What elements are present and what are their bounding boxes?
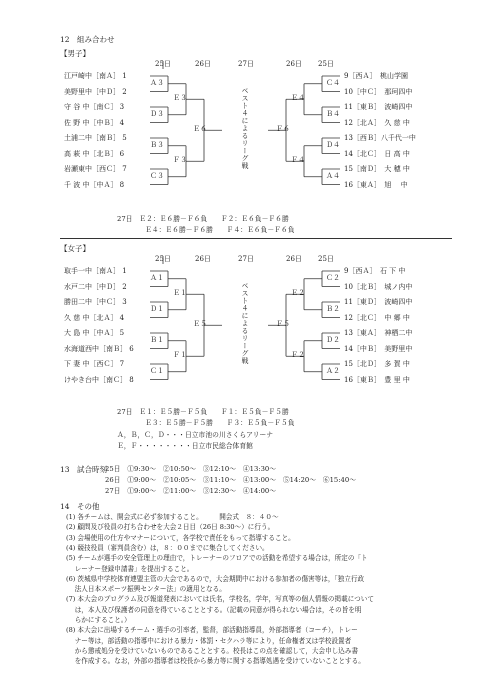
boys-right-r1-label: Ｂ４ [326,109,340,118]
girls-left-r2-label: Ｅ１ [173,289,187,298]
boys-schedule-1: 27日 Ｅ２：Ｅ６勝－Ｆ６負 Ｆ２：Ｅ６負－Ｆ６勝 [117,215,289,223]
boys-left-team: 江戸崎中［南Ａ］ 1 [64,72,127,80]
girls-right-r1-label: Ｃ２ [326,273,340,282]
note-line: (4) 競技役員（審判員含む）は，８：００までに集合してください。 [66,543,269,552]
girls-right-team: 16［東Ｂ］ 豊 里 中 [344,375,410,384]
boys-right-r2-label: Ｅ４ [291,94,305,103]
boys-left-team: 守 谷 中［南Ｃ］ 3 [64,103,125,111]
boys-schedule-2: Ｅ４：Ｅ６勝－Ｆ６勝 Ｆ４：Ｅ６負－Ｆ６負 [145,226,295,234]
venue-line-2: Ｅ，Ｆ・・・・・・・・日立市民総合体育館 [117,442,253,450]
boys-day-header: 25日 [318,60,334,68]
boys-right-team: 16［東Ａ］ 旭 中 [344,180,408,189]
boys-left-r1-label: Ａ３ [150,78,164,87]
boys-right-r3-label: Ｆ６ [276,125,290,134]
boys-right-team: 10［中Ｃ］ 那珂四中 [344,87,413,96]
note-line: (5) チームが選手の安全管理上の理由で，トレーナーのフロアでの活動を希望する場合は，所定の「ト [66,554,368,563]
boys-right-team: 11［東Ｂ］ 波崎四中 [344,103,413,111]
note-line: (8) 本大会に出場するチーム・選手の引率者，監督，部活動指導員，外部指導者（コーチ），トレー [66,626,358,635]
girls-day-header: 26日 [195,255,211,263]
boys-left-team: 千 波 中［中Ａ］ 8 [64,180,125,189]
girls-right-team: 12［北Ｃ］ 中 郷 中 [344,313,410,322]
boys-left-r2-label: Ｅ３ [173,94,187,103]
section-13-title: 13 試合時刻 [60,465,108,474]
section-12-title: 12 組み合わせ [60,35,115,44]
girls-right-team: 10［北Ｂ］ 城ノ内中 [344,282,413,291]
note-line: (2) 顧問及び役員の打ち合わせを大会２日目（26日 8:30～）に行う。 [66,523,275,532]
boys-right-r1-label: Ｃ４ [326,78,340,87]
girls-right-r2-label: Ｅ２ [291,289,305,298]
boys-right-team: 13［西Ｂ］八千代一中 [344,134,416,142]
schedule-row-26: 26日 ①9:00～ ②10:05～ ③11:10～ ④13:00～ ⑤14:20～ ⑥15:40～ [105,476,356,484]
girls-left-team: 水海道西中［南Ｂ］ 6 [64,344,134,353]
note-line: (7) 本大会のプログラム及び報道発表においては氏名，学校名，学年，写真等の個人情報の掲載について [66,595,374,604]
boys-left-r3-label: Ｅ６ [193,125,207,134]
boys-left-r1-label: Ｂ３ [150,140,164,149]
girls-right-team: 14［中Ｂ］ 美野里中 [344,344,413,353]
note-line: から懲戒処分を受けていないものであることとする。校長はこの点を確認して，大会申し込み書 [66,646,359,655]
girls-day-header: 26日 [286,255,302,263]
note-line: は，本人及び保護者の同意を得ていることとする。（記載の同意が得られない場合は，その旨を明 [66,605,362,614]
girls-day-header: 25日 [318,255,334,263]
girls-left-r1-label: Ｃ１ [150,366,164,375]
note-line: 法人日本スポーツ振興センター法」の適用となる。 [66,585,226,594]
girls-day-header: 25日 [155,255,171,263]
girls-left-team: 取手一中［南Ａ］ 1 [64,267,127,275]
boys-right-r1-label: Ａ４ [326,171,340,180]
boys-right-team: 9［西Ａ］ 桃山学園 [344,72,408,80]
boys-day-header: 26日 [286,60,302,68]
boys-left-team: 岩瀬東中［西Ｃ］ 7 [64,165,127,173]
boys-day-header: 26日 [195,60,211,68]
girls-left-team: 勝田二中［中Ｃ］ 3 [64,298,127,306]
boys-right-team: 14［北Ｃ］ 日 高 中 [344,149,410,158]
schedule-row-25: 25日 ①9:30～ ②10:50～ ③12:10～ ④13:30～ [105,465,277,473]
boys-day-header: 27日 [238,60,254,68]
girls-left-r1-label: Ｄ１ [150,304,164,313]
boys-left-r1-label: Ｃ３ [150,171,164,180]
section-14-title: 14 その他 [60,502,100,511]
boys-day-header: 25日 [155,60,171,68]
girls-right-team: 13［東Ａ］ 神栖二中 [344,329,413,337]
note-line: らかにすること。） [66,616,131,624]
boys-center-label: ベスト４によるリーグ戦 [241,87,249,170]
girls-left-team: 大 島 中［中Ａ］ 5 [64,329,125,337]
boys-right-team: 12［北Ａ］ 久 慈 中 [344,118,410,127]
venue-line-1: Ａ，Ｂ，Ｃ，Ｄ・・・日立市池の川さくらアリーナ [117,431,274,439]
girls-left-team: 下 妻 中［西Ｃ］ 7 [64,360,125,368]
girls-right-r3-label: Ｆ５ [276,320,290,329]
boys-left-r1-label: Ｄ３ [150,109,164,118]
note-line: (6) 茨城県中学校体育連盟主管の大会であるので，大会期間中における参加者の傷害等は，「独立行政 [66,574,365,583]
girls-schedule-2: Ｅ３：Ｅ５勝－Ｆ５勝 Ｆ３：Ｅ５負－Ｆ５負 [145,419,295,427]
boys-left-team: 美野里中［中Ｄ］ 2 [64,87,127,96]
boys-right-team: 15［南Ｄ］ 大 穂 中 [344,165,410,173]
note-line: ナー等は，部活動の指導中における暴力・体罰・セクハラ等により，任命権者又は学校設置者 [66,636,352,645]
boys-right-r1-label: Ｄ４ [326,140,340,149]
girls-left-r2-label: Ｆ１ [173,351,187,360]
boys-left-team: 佐 野 中［中Ｂ］ 4 [64,118,125,127]
girls-left-r1-label: Ｂ１ [150,335,164,344]
girls-right-team: 9［西Ａ］ 石 下 中 [344,267,406,275]
girls-right-team: 15［北Ｄ］ 多 賀 中 [344,360,410,368]
note-line: (1) 各チームは、開会式に必ず参加すること。 開会式 ８：４０～ [66,513,279,521]
schedule-row-27: 27日 ①9:00～ ②11:00～ ③12:30～ ④14:00～ [105,487,277,495]
girls-right-team: 11［東Ｄ］ 波崎四中 [344,298,413,306]
girls-right-r2-label: Ｆ２ [291,351,305,360]
girls-left-team: 久 慈 中［北Ａ］ 4 [64,313,125,322]
boys-left-r2-label: Ｆ３ [173,156,187,165]
girls-center-label: ベスト４によるリーグ戦 [241,282,249,365]
note-line: (3) 会場使用の仕方やマナーについて，各学校で責任をもって指導すること。 [66,533,295,542]
boys-heading: 【男子】 [60,49,90,58]
girls-left-r3-label: Ｅ５ [193,320,207,329]
girls-left-r1-label: Ａ１ [150,273,164,282]
boys-right-r2-label: Ｆ４ [291,156,305,165]
girls-right-r1-label: Ｄ２ [326,335,340,344]
girls-left-team: 水戸二中［中Ｄ］ 2 [64,282,127,291]
girls-right-r1-label: Ｂ２ [326,304,340,313]
girls-schedule-1: 27日 Ｅ１：Ｅ５勝－Ｆ５負 Ｆ１：Ｅ５負－Ｆ５勝 [117,408,289,416]
girls-day-header: 27日 [238,255,254,263]
girls-left-team: けやき台中［南Ｃ］ 8 [64,375,134,384]
girls-right-r1-label: Ａ２ [326,366,340,375]
boys-left-team: 高 萩 中［北Ｂ］ 6 [64,149,125,158]
girls-heading: 【女子】 [60,244,90,253]
boys-left-team: 土浦二中［南Ｂ］ 5 [64,134,127,142]
note-line: レーナー登録申請書」を提出すること。 [66,564,194,573]
note-line: を作成する。なお，外部の指導者は校長から暴力等に関する指導処遇を受けていないこととする。 [66,657,365,666]
